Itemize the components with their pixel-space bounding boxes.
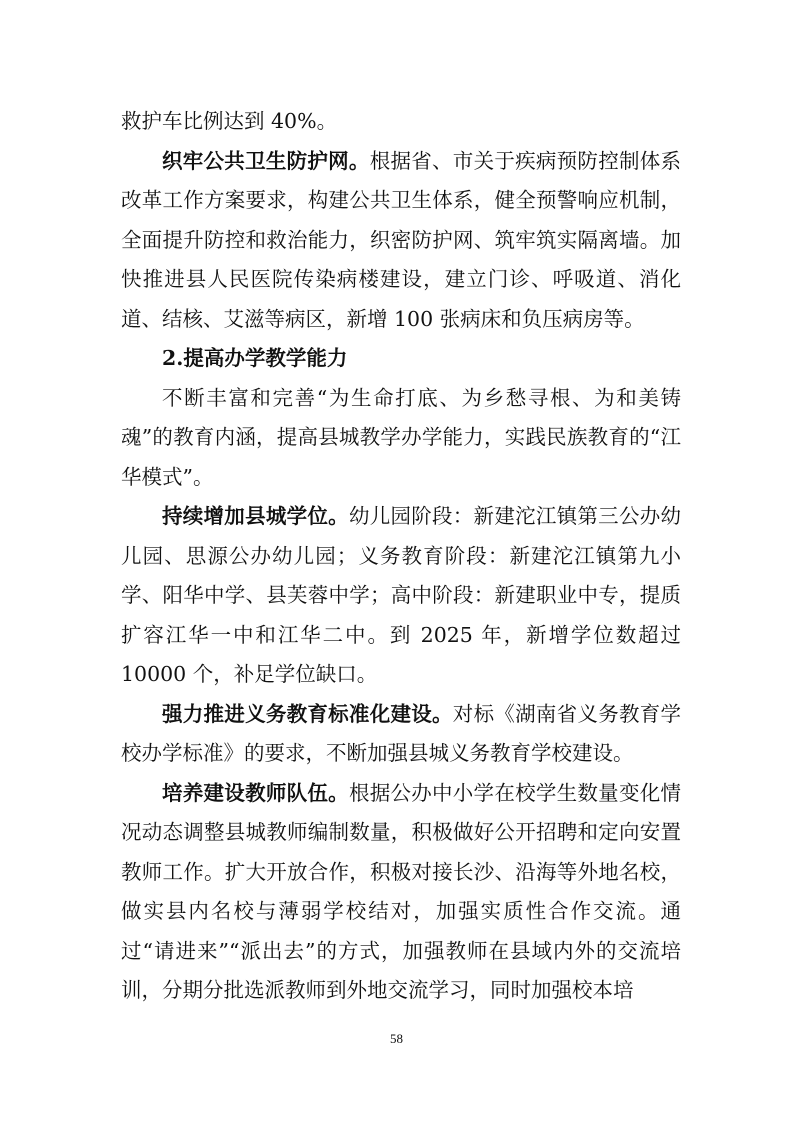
paragraph-text: 救护车比例达到 40%。 [121,109,338,133]
paragraph-text: 对标《湖南省义务教育学校办学标准》的要求，不断加强县城义务教育学校建设。 [121,701,682,765]
section-heading: 2.提高办学教学能力 [162,346,348,370]
paragraph-text: 幼儿园阶段：新建沱江镇第三公办幼儿园、思源公办幼儿园；义务教育阶段：新建沱江镇第九小学、阳华中学、县芙蓉中学；高中阶段：新建职业中专，提质扩容江华一中和江华二中。到 2025 年，新增学位数超过 10000 个，补足学位缺口。 [121,504,681,686]
paragraph-text: 不断丰富和完善“为生命打底、为乡愁寻根、为和美铸魂”的教育内涵，提高县城教学办学能力，实践民族教育的“江华模式”。 [121,385,681,489]
paragraph-lead: 培养建设教师队伍。 [162,780,349,805]
paragraph-standardization [121,695,681,774]
paragraph-text: 根据省、市关于疾病预防控制体系改革工作方案要求，构建公共卫生体系，健全预警响应机制，全面提升防控和救治能力，织密防护网、筑牢筑实隔离墙。加快推进县人民医院传染病楼建设，建立门诊、呼吸道、消化道、结核、艾滋等病区，新增 100 张病床和负压病房等。 [121,148,682,331]
paragraph-teacher-team [121,774,681,1011]
paragraph-school-places [121,497,681,695]
paragraph-text: 根据公办中小学在校学生数量变化情况动态调整县城教师编制数量，积极做好公开招聘和定向安置教师工作。扩大开放合作，积极对接长沙、沿海等外地名校，做实县内名校与薄弱学校结对，加强实质性合作交流。通过“请进来”“派出去”的方式，加强教师在县域内外的交流培训，分期分批选派教师到外地交流学习，同时加强校本培 [121,780,681,1002]
paragraph-ambulance-ratio [121,102,681,142]
paragraph-lead: 强力推进义务教育标准化建设。 [162,701,453,726]
page-number: 58 [390,1031,403,1046]
paragraph-education-intro [121,379,681,498]
paragraph-lead: 持续增加县城学位。 [162,504,349,528]
paragraph-public-health [121,142,681,340]
paragraph-lead: 织牢公共卫生防护网。 [162,148,370,173]
body-text [121,102,681,1011]
